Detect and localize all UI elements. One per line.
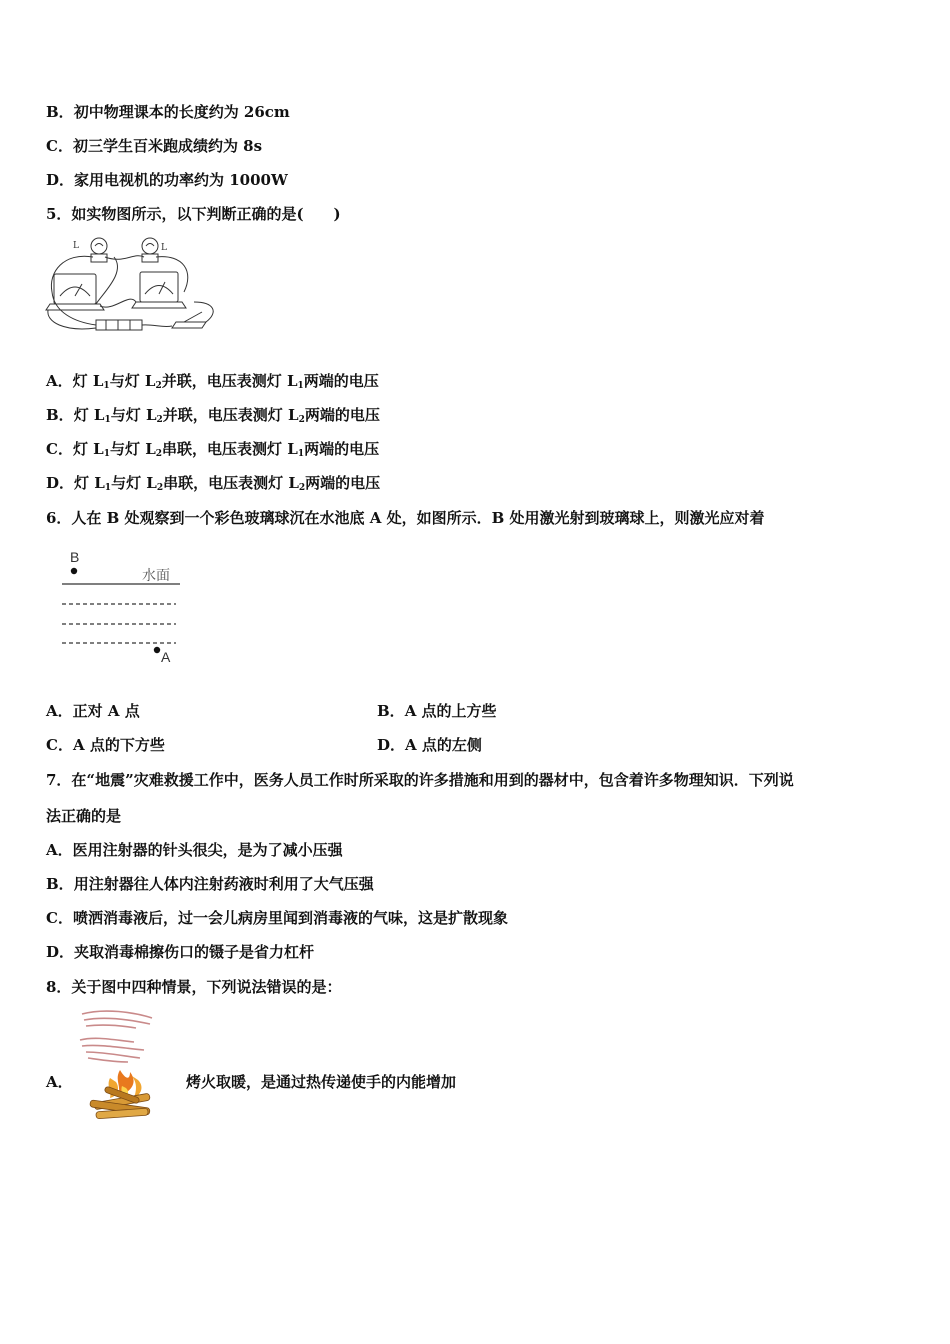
option-text-conn: 串联，电压表测灯 L: [163, 474, 299, 492]
option-letter: D．: [377, 736, 406, 754]
bulb-l1-label: L: [73, 241, 79, 251]
option-text: A 点的上方些: [404, 702, 497, 720]
bulb-l1-icon: [91, 238, 107, 254]
option-letter: D．: [46, 474, 75, 492]
option-letter: B．: [46, 103, 74, 121]
option-text-pre: 灯 L: [74, 474, 105, 492]
subscript: 2: [155, 449, 163, 459]
subscript: 1: [104, 415, 111, 425]
option-text: 医用注射器的针头很尖，是为了减小压强: [72, 841, 343, 859]
water-pool-figure: [56, 544, 186, 668]
water-surface-label: 水面: [142, 568, 170, 584]
q7-option-d: [46, 942, 314, 962]
option-letter: C．: [46, 440, 73, 458]
q8-option-a-text: 烤火取暖，是通过热传递使手的内能增加: [186, 1073, 457, 1091]
subscript: 1: [103, 381, 110, 391]
subscript: 2: [298, 415, 305, 425]
option-letter: B．: [377, 702, 405, 720]
option-text: 正对 A 点: [72, 702, 140, 720]
option-letter: D．: [46, 171, 75, 189]
option-text-pre: 灯 L: [72, 440, 104, 458]
option-text-post: 两端的电压: [305, 474, 381, 492]
q4-option-b: [46, 102, 290, 122]
subscript: 2: [156, 483, 164, 493]
subscript: 2: [155, 381, 162, 391]
option-text-pre: 灯 L: [73, 406, 105, 424]
option-text: 初三学生百米跑成绩约为 8s: [72, 137, 263, 155]
left-meter-icon: [54, 274, 96, 304]
option-text-mid: 与灯 L: [109, 372, 156, 390]
option-text-post: 两端的电压: [303, 372, 379, 390]
option-letter: A．: [46, 372, 73, 390]
bulb-l2-icon: [142, 238, 158, 254]
subscript: 1: [104, 483, 112, 493]
q6-option-c: [46, 735, 165, 755]
subscript: 1: [297, 381, 304, 391]
option-text-conn: 并联，电压表测灯 L: [162, 406, 299, 424]
point-b-label: B: [70, 549, 80, 565]
subscript: 1: [297, 449, 305, 459]
option-text: 初中物理课本的长度约为 26cm: [73, 103, 290, 121]
q6-option-b: [377, 701, 497, 721]
point-a-label: A: [161, 649, 171, 665]
q6-option-d: [377, 735, 482, 755]
option-letter: A．: [46, 841, 73, 859]
switch-icon: [172, 322, 206, 328]
subscript: 1: [103, 449, 110, 459]
q5-option-a: [46, 371, 379, 396]
battery-icon: [96, 320, 142, 330]
bulb-l2-label: L: [161, 243, 167, 253]
q7-stem-line1: 7．在“地震”灾难救援工作中，医务人员工作时所采取的许多措施和用到的器材中，包含着许多物理知识．下列说: [46, 771, 794, 789]
q5-option-d: [46, 473, 380, 498]
option-letter: D．: [46, 943, 75, 961]
point-a-dot: [154, 647, 160, 653]
q4-option-c: [46, 136, 262, 156]
q8-stem: 8．关于图中四种情景，下列说法错误的是：: [46, 978, 342, 996]
option-letter: B．: [46, 406, 74, 424]
circuit-figure: [44, 232, 222, 340]
hands-icon: [80, 1011, 152, 1062]
q5-stem: 5．如实物图所示，以下判断正确的是( ): [46, 205, 341, 223]
q8-option-a-letter: A．: [46, 1073, 73, 1091]
option-text-pre: 灯 L: [72, 372, 104, 390]
logs-icon: [90, 1086, 151, 1119]
option-letter: C．: [46, 137, 73, 155]
point-b-dot: [71, 568, 77, 574]
option-letter: B．: [46, 875, 74, 893]
option-text: A 点的左侧: [405, 736, 482, 754]
q6-option-a: [46, 701, 140, 721]
bulb-l2-base: [142, 254, 158, 262]
q7-option-c: [46, 908, 508, 928]
option-text: A 点的下方些: [72, 736, 165, 754]
option-text: 家用电视机的功率约为 1000W: [74, 171, 288, 189]
option-text-conn: 并联，电压表测灯 L: [161, 372, 298, 390]
q4-option-d: [46, 170, 288, 190]
option-text-conn: 串联，电压表测灯 L: [162, 440, 298, 458]
option-letter: A．: [46, 702, 73, 720]
option-text: 喷洒消毒液后，过一会儿病房里闻到消毒液的气味，这是扩散现象: [72, 909, 508, 927]
subscript: 2: [298, 483, 306, 493]
q5-option-b: [46, 405, 380, 430]
q7-stem-line2: 法正确的是: [46, 807, 122, 825]
option-letter: C．: [46, 736, 73, 754]
q7-option-a: [46, 840, 343, 860]
bulb-l1-base: [91, 254, 107, 262]
option-text-mid: 与灯 L: [111, 474, 157, 492]
option-text-post: 两端的电压: [304, 406, 380, 424]
campfire-hands-figure: [74, 1006, 166, 1124]
option-text-mid: 与灯 L: [110, 406, 157, 424]
subscript: 2: [156, 415, 163, 425]
voltmeter-icon: [140, 272, 178, 302]
q7-option-b: [46, 874, 374, 894]
option-letter: C．: [46, 909, 73, 927]
q5-option-c: [46, 439, 379, 464]
option-text: 用注射器往人体内注射药液时利用了大气压强: [73, 875, 374, 893]
option-text: 夹取消毒棉擦伤口的镊子是省力杠杆: [74, 943, 315, 961]
q6-stem: 6．人在 B 处观察到一个彩色玻璃球沉在水池底 A 处，如图所示．B 处用激光射到玻璃球上，则激光应对着: [46, 509, 765, 527]
option-text-mid: 与灯 L: [110, 440, 156, 458]
option-text-post: 两端的电压: [304, 440, 380, 458]
